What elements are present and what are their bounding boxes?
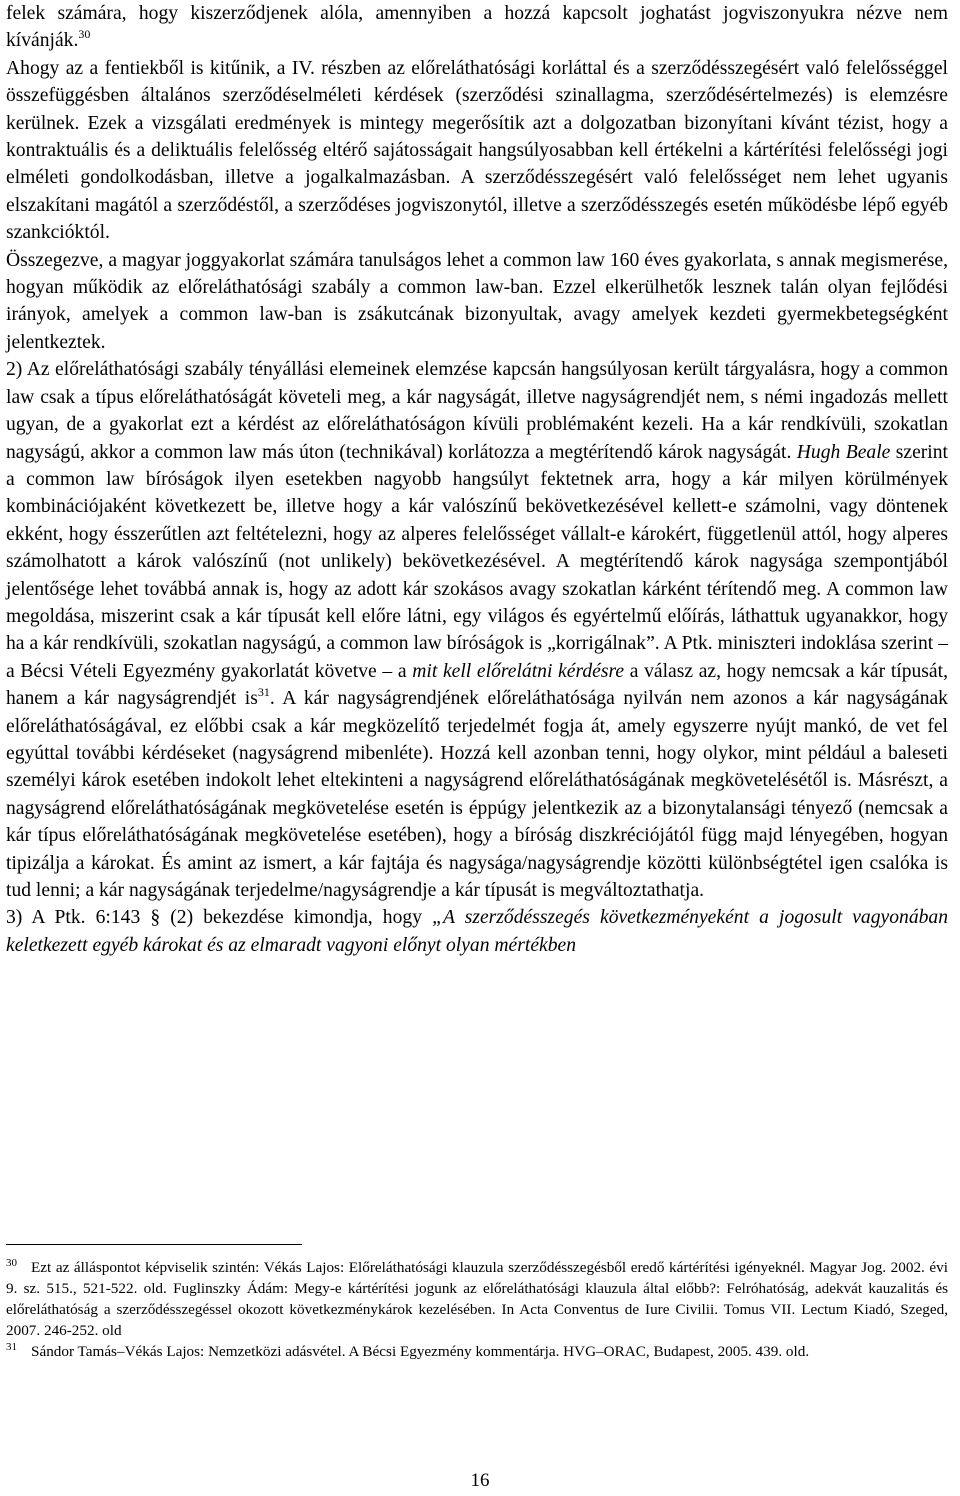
paragraph-text: 3) A Ptk. 6:143 § (2) bekezdése kimondja, hogy <box>6 907 422 929</box>
footnote-number: 30 <box>6 1257 17 1269</box>
paragraph: Összegezve, a magyar joggyakorlat számára tanulságos lehet a common law 160 éves gyakorlata, s annak megismerése, hogyan működik az előreláthatósági szabály a common law-ban. Ezzel elkerülhetők lesznek talán olyan fejlődési irányok, amelyek a common law-ban is zsákutcának bizonyultak, avagy amelyek kezdeti gyermekbetegségként jelentkeztek. <box>6 249 948 353</box>
main-text <box>6 0 948 959</box>
footnote-ref[interactable]: 31 <box>257 685 270 700</box>
footnotes <box>6 1244 948 1362</box>
page-body <box>6 0 948 959</box>
footnote-text: Ezt az álláspontot képviselik szintén: Vékás Lajos: Előreláthatósági klauzula szerződésszegésből eredő kártérítési igényeknél. Magyar Jog. 2002. évi 9. sz. 515., 521-522. old. Fuglinszky Ádám: Megy-e kártérítési jogunk az előreláthatósági klauzula által előbb?: Felróhatóság, adekvát kauzalitás és előreláthatóság a szerződésszegéssel okozott következménykárok kezelésében. In Acta Conventus de Iure Civilii. Tomus VII. Lectum Kiadó, Szeged, 2007. 246-252. old <box>6 1259 948 1339</box>
footnote-divider <box>6 1244 302 1245</box>
paragraph: Ahogy az a fentiekből is kitűnik, a IV. részben az előreláthatósági korláttal és a szerződésszegésért való felelősséggel összefüggésben általános szerződéselméleti kérdések (szerződési szinallagma, szerződésértelmezés) is elemzésre kerülnek. Ezek a vizsgálati eredmények is mintegy megerősítik azt a dolgozatban bizonyítani kívánt tézist, hogy a kontraktuális és a deliktuális felelősség eltérő sajátosságait hangsúlyosabban kell értékelni a kártérítési felelősségi jogi elméleti gondolkodásban, illetve a jogalkalmazásban. A szerződésszegésért való felelősséget nem lehet ugyanis elszakítani magától a szerződéstől, a szerződéses jogviszonytól, illetve a szerződésszegés esetén működésbe lépő egyéb szankcióktól. <box>6 57 948 244</box>
paragraph-text: szerint a common law bíróságok ilyen esetekben nagyobb hangsúlyt fektetnek arra, hogy a kár milyen körülmények kombinációjaként következett be, illetve hogy a kár valószínű bekövetkezésével kellett-e számolni, vagy döntenek ekként, hogy ésszerűtlen azt feltételezni, hogy az alperes felelősséget vállalt-e károkért, függetlenül attól, hogy alperes számolhatott a károk valószínű (not unlikely) bekövetkezésével. A megtérítendő károk nagysága szempontjából jelentősége lehet továbbá annak is, hogy az adott kár szokásos avagy szokatlan kárként térítendő meg. A common law megoldása, miszerint csak a kár típusát kell előre látni, egy világos és egyértelmű előírás, láthattuk ugyanakkor, hogy ha a kár rendkívüli, szokatlan nagyságú, a common law bíróságok is „korrigálnak”. A Ptk. miniszteri indoklása szerint – a Bécsi Vételi Egyezmény gyakorlatát követve – a <box>6 441 948 682</box>
footnote <box>6 1257 948 1341</box>
paragraph <box>6 356 948 904</box>
paragraph <box>6 0 948 55</box>
quoted-law-text: „A szerződésszegés következményeként a jogosult vagyonában keletkezett egyéb károkat és az elmaradt vagyoni előnyt olyan mértékben <box>6 907 949 956</box>
footnote-text: Sándor Tamás–Vékás Lajos: Nemzetközi adásvétel. A Bécsi Egyezmény kommentárja. HVG–ORAC, Budapest, 2005. 439. old. <box>31 1343 810 1360</box>
footnote-number: 31 <box>6 1341 17 1353</box>
paragraph-text: a válasz az, hogy nemcsak a kár típusát, hanem a kár nagyságrendjét is <box>6 660 948 710</box>
italic-phrase: mit kell előrelátni kérdésre <box>412 660 625 682</box>
author-name: Hugh Beale <box>796 441 891 463</box>
page-number: 16 <box>470 1470 490 1491</box>
footnote-ref[interactable]: 30 <box>78 27 91 42</box>
paragraph-text: felek számára, hogy kiszerződjenek alóla, amennyiben a hozzá kapcsolt joghatást jogviszonyukra nézve nem kívánják. <box>6 3 948 52</box>
paragraph-text: . A kár nagyságrendjének előreláthatósága nyilván nem azonos a kár nagyságának előreláthatóságával, ez előbbi csak a kár megközelítő terjedelmét fogja át, amely egyszerre nyújt mankó, de vet fel egyúttal további kérdéseket (nagyságrend mibenléte). Hozzá kell azonban tenni, hogy olykor, mint például a baleseti személyi károk esetében indokolt lehet eltekinteni a nagyságrend előreláthatóságának megkövetelésétől is. Másrészt, a nagyságrend előreláthatóságának megkövetelése esetén is éppúgy jelentkezik az a bizonytalansági tényező (nemcsak a kár típus előreláthatóságának megkövetelése esetében), hogy a bíróság diszkréciójától függ majd lényegében, hogyan tipizálja a károkat. És amint az ismert, a kár fajtája és nagysága/nagyságrendje közötti különbségtétel igen csalóka is tud lenni; a kár nagyságának terjedelme/nagyságrendje a kár típusát is megváltoztathatja. <box>6 688 948 901</box>
paragraph <box>6 904 948 959</box>
paragraph-text: 2) Az előreláthatósági szabály tényállási elemeinek elemzése kapcsán hangsúlyosan került tárgyalásra, hogy a common law csak a típus előreláthatóságát követeli meg, a kár nagyságát, illetve nagyságrendjét nem, s némi ingadozás mellett ugyan, de a gyakorlat ezt a kérdést az előreláthatóságon kívüli problémaként kezeli. Ha a kár rendkívüli, szokatlan nagyságú, akkor a common law más úton (technikával) korlátozza a megtérítendő károk nagyságát. <box>6 359 948 463</box>
footnote <box>6 1341 948 1362</box>
